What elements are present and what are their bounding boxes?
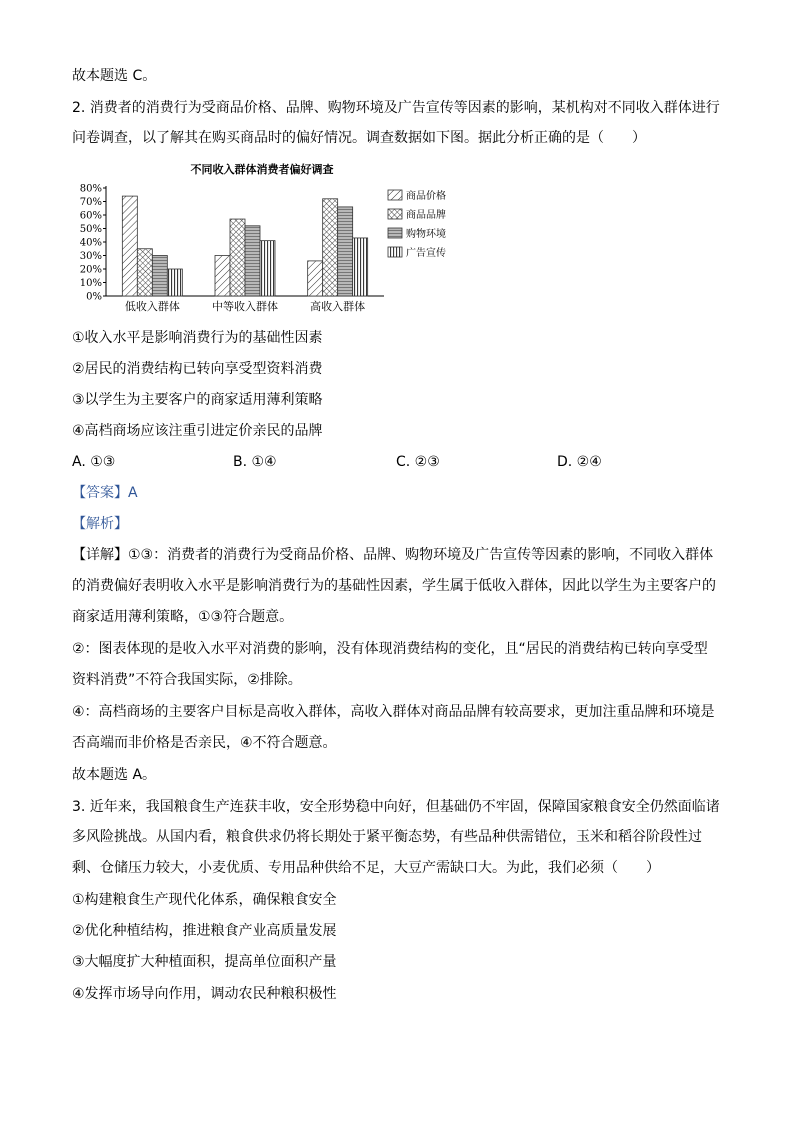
- y-tick-label: 40%: [79, 237, 102, 249]
- legend-swatch: [388, 190, 402, 200]
- q3-statement-4: ④发挥市场导向作用，调动农民种粮积极性: [72, 986, 337, 1002]
- q2-statement-1: ①收入水平是影响消费行为的基础性因素: [72, 330, 323, 346]
- bar: [245, 226, 260, 296]
- q2-stem-line-1: 2. 消费者的消费行为受商品价格、品牌、购物环境及广告宣传等因素的影响，某机构对不同收入群体进行: [72, 100, 720, 116]
- q1-conclusion: 故本题选 C。: [72, 68, 157, 84]
- detail-line-3: 商家适用薄利策略，①③符合题意。: [72, 609, 294, 625]
- x-tick-label: 中等收入群体: [212, 300, 278, 313]
- q3-statement-3: ③大幅度扩大种植面积，提高单位面积产量: [72, 954, 337, 970]
- preference-bar-chart: [72, 158, 472, 318]
- bar: [353, 238, 368, 296]
- bar: [338, 207, 353, 296]
- q2-statement-3: ③以学生为主要客户的商家适用薄利策略: [72, 392, 323, 408]
- legend-swatch: [388, 228, 402, 238]
- answer-label: 【答案】A: [72, 485, 138, 501]
- bar: [260, 241, 275, 296]
- q2-stem-line-2: 问卷调查，以了解其在购买商品时的偏好情况。调查数据如下图。据此分析正确的是（ ）: [72, 130, 646, 146]
- q3-statement-1: ①构建粮食生产现代化体系，确保粮食安全: [72, 892, 337, 908]
- y-tick-label: 70%: [79, 197, 102, 208]
- q3-stem-line-2: 多风险挑战。从国内看，粮食供求仍将长期处于紧平衡态势，有些品种供需错位，玉米和稻谷阶段性过: [72, 829, 702, 845]
- option-c: C. ②③: [396, 454, 440, 470]
- detail-line-2: 的消费偏好表明收入水平是影响消费行为的基础性因素，学生属于低收入群体，因此以学生为主要客户的: [72, 578, 716, 594]
- analysis-label: 【解析】: [72, 516, 128, 532]
- bar: [308, 261, 323, 296]
- detail-conclusion: 故本题选 A。: [72, 767, 157, 783]
- bar: [122, 196, 137, 296]
- y-tick-label: 30%: [79, 251, 102, 262]
- q2-statement-4: ④高档商场应该注重引进定价亲民的品牌: [72, 423, 323, 439]
- detail-line-4: ②：图表体现的是收入水平对消费的影响，没有体现消费结构的变化，且“居民的消费结构已转向享受型: [72, 641, 708, 657]
- bar: [152, 256, 167, 297]
- detail-line-1: 【详解】①③：消费者的消费行为受商品价格、品牌、购物环境及广告宣传等因素的影响，不同收入群体: [72, 547, 714, 563]
- bar: [167, 269, 182, 296]
- legend-swatch: [388, 209, 402, 219]
- q3-stem-line-3: 剩、仓储压力较大，小麦优质、专用品种供给不足，大豆产需缺口大。为此，我们必须（ ）: [72, 860, 660, 876]
- legend-label: 购物环境: [406, 229, 446, 240]
- option-b: B. ①④: [233, 454, 277, 470]
- q3-stem-line-1: 3. 近年来，我国粮食生产连获丰收，安全形势稳中向好，但基础仍不牢固，保障国家粮食安全仍然面临诸: [72, 799, 720, 815]
- q2-statement-2: ②居民的消费结构已转向享受型资料消费: [72, 361, 323, 377]
- bar: [323, 199, 338, 296]
- detail-line-7: 否高端而非价格是否亲民，④不符合题意。: [72, 735, 337, 751]
- q3-statement-2: ②优化种植结构，推进粮食产业高质量发展: [72, 923, 337, 939]
- legend-label: 商品品牌: [406, 210, 446, 221]
- y-tick-label: 20%: [79, 264, 102, 276]
- x-tick-label: 高收入群体: [310, 300, 366, 313]
- detail-line-6: ④：高档商场的主要客户目标是高收入群体，高收入群体对商品品牌有较高要求，更加注重品牌和环境是: [72, 704, 715, 720]
- bar: [230, 219, 245, 296]
- detail-line-5: 资料消费”不符合我国实际，②排除。: [72, 672, 302, 688]
- legend-label: 商品价格: [406, 191, 446, 202]
- x-tick-label: 低收入群体: [124, 300, 180, 313]
- bar: [215, 256, 230, 297]
- chart-title: 不同收入群体消费者偏好调查: [190, 163, 334, 176]
- legend-label: 广告宣传: [406, 248, 446, 259]
- y-tick-label: 60%: [79, 210, 102, 222]
- option-d: D. ②④: [557, 454, 602, 470]
- y-tick-label: 80%: [79, 183, 102, 195]
- legend-swatch: [388, 247, 402, 257]
- option-a: A. ①③: [72, 454, 116, 470]
- y-tick-label: 50%: [79, 224, 102, 235]
- bar: [137, 249, 152, 296]
- y-tick-label: 0%: [86, 291, 102, 303]
- y-tick-label: 10%: [79, 278, 102, 289]
